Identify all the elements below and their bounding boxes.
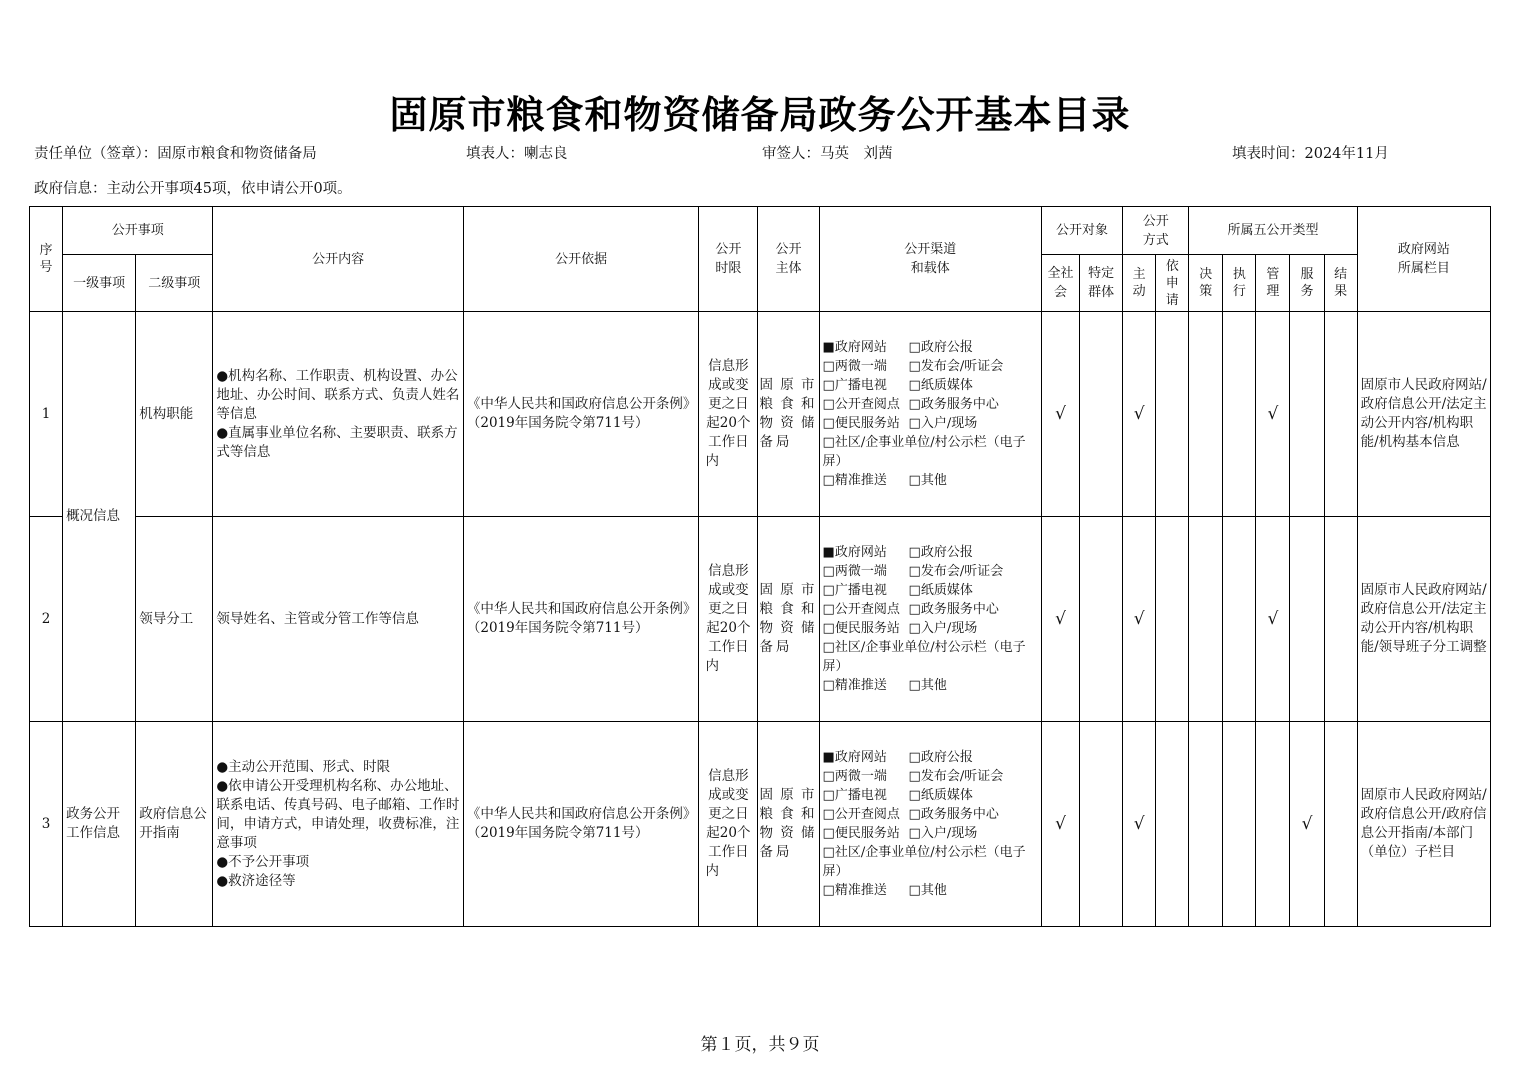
- channel-option: □其他: [908, 678, 947, 693]
- method-active-mark: √: [1123, 517, 1156, 722]
- channel-line: [823, 543, 1038, 562]
- channel-line: [823, 357, 1038, 376]
- type-decision-mark: [1189, 517, 1223, 722]
- channel-option: □公开查阅点: [822, 807, 900, 822]
- channel-option: □精准推送: [822, 473, 887, 488]
- method-request-mark: [1156, 517, 1189, 722]
- public-subject: [758, 722, 819, 927]
- channel-option: ■政府网站: [822, 750, 887, 765]
- public-deadline: [699, 517, 758, 722]
- public-channels: [819, 722, 1041, 927]
- header-subject: 公开主体: [758, 207, 819, 312]
- header-audience-all: 全社会: [1041, 255, 1079, 312]
- header-level2: 二级事项: [136, 255, 213, 312]
- table-row: [30, 312, 1491, 517]
- channel-line: [823, 824, 1038, 843]
- type-decision-mark: [1189, 722, 1223, 927]
- channel-option: □两微一端: [822, 769, 887, 784]
- method-request-mark: [1156, 312, 1189, 517]
- content-line: ●救济途径等: [216, 872, 296, 889]
- content-line: 领导姓名、主管或分管工作等信息: [216, 610, 419, 627]
- deadline-text: 信息形成或变更之日起20个工作日内: [705, 358, 751, 469]
- channel-line: [823, 767, 1038, 786]
- type-result-mark: [1324, 312, 1357, 517]
- header-type-exec: 执行: [1223, 255, 1256, 312]
- content-line: ●依申请公开受理机构名称、办公地址、联系电话、传真号码、电子邮箱、工作时间，申请方式，申请处理，收费标准，注意事项: [216, 777, 460, 851]
- website-column: 固原市人民政府网站/政府信息公开/法定主动公开内容/机构职能/机构基本信息: [1357, 312, 1490, 517]
- table-row: [30, 722, 1491, 927]
- channel-option: □便民服务站: [822, 416, 900, 431]
- channel-option: □发布会/听证会: [908, 359, 1004, 374]
- channel-line: [823, 843, 1038, 881]
- header-audience-group: 特定群体: [1080, 255, 1123, 312]
- audience-all-mark: √: [1041, 517, 1079, 722]
- public-content: [213, 517, 464, 722]
- row-index: 1: [30, 312, 63, 517]
- type-result-mark: [1324, 517, 1357, 722]
- audience-group-mark: [1080, 517, 1123, 722]
- content-line: ●直属事业单位名称、主要职责、联系方式等信息: [216, 424, 458, 460]
- channel-option: □广播电视: [822, 378, 887, 393]
- public-basis: 《中华人民共和国政府信息公开条例》（2019年国务院令第711号）: [463, 722, 698, 927]
- type-decision-mark: [1189, 312, 1223, 517]
- channel-option: □公开查阅点: [822, 602, 900, 617]
- header-method: 公开方式: [1123, 207, 1189, 255]
- public-basis: 《中华人民共和国政府信息公开条例》（2019年国务院令第711号）: [463, 312, 698, 517]
- content-line: ●主动公开范围、形式、时限: [216, 758, 391, 775]
- website-column: 固原市人民政府网站/政府信息公开/政府信息公开指南/本部门（单位）子栏目: [1357, 722, 1490, 927]
- website-column: 固原市人民政府网站/政府信息公开/法定主动公开内容/机构职能/领导班子分工调整: [1357, 517, 1490, 722]
- type-result-mark: [1324, 722, 1357, 927]
- type-exec-mark: [1223, 517, 1256, 722]
- type-service-mark: [1290, 312, 1324, 517]
- method-active-mark: √: [1123, 722, 1156, 927]
- header-method-request: 依申请: [1156, 255, 1189, 312]
- deadline-text: 信息形成或变更之日起20个工作日内: [705, 768, 751, 879]
- channel-line: [823, 395, 1038, 414]
- public-subject: [758, 312, 819, 517]
- channel-option: □纸质媒体: [908, 378, 973, 393]
- channel-option: □两微一端: [822, 359, 887, 374]
- reviewer: 审签人：马英 刘茜: [762, 146, 893, 162]
- channel-line: [823, 581, 1038, 600]
- header-five-types: 所属五公开类型: [1189, 207, 1357, 255]
- header-type-decision: 决策: [1189, 255, 1223, 312]
- header-audience: 公开对象: [1041, 207, 1122, 255]
- channel-option: □政府公报: [908, 340, 973, 355]
- channel-option: □其他: [908, 883, 947, 898]
- channel-option: □公开查阅点: [822, 397, 900, 412]
- level1-item: 概况信息: [63, 312, 136, 722]
- type-manage-mark: √: [1256, 517, 1290, 722]
- channel-option: □政府公报: [908, 545, 973, 560]
- channel-option: □政府公报: [908, 750, 973, 765]
- header-method-active: 主动: [1123, 255, 1156, 312]
- channel-option: □政务服务中心: [908, 807, 999, 822]
- public-content: [213, 722, 464, 927]
- type-service-mark: [1290, 517, 1324, 722]
- type-manage-mark: [1256, 722, 1290, 927]
- channel-line: [823, 376, 1038, 395]
- subject-text: 固原市粮食和物资储备局: [759, 582, 818, 655]
- header-matter: 公开事项: [63, 207, 213, 255]
- page-title: 固原市粮食和物资储备局政务公开基本目录: [389, 93, 1131, 137]
- channel-line: [823, 638, 1038, 676]
- channel-line: [823, 619, 1038, 638]
- public-content: [213, 312, 464, 517]
- table-row: [30, 517, 1491, 722]
- level2-item: 机构职能: [136, 312, 213, 517]
- channel-option: □发布会/听证会: [908, 564, 1004, 579]
- level2-item: 领导分工: [136, 517, 213, 722]
- public-channels: [819, 312, 1041, 517]
- header-website: 政府网站所属栏目: [1357, 207, 1490, 312]
- method-active-mark: √: [1123, 312, 1156, 517]
- channel-option: □纸质媒体: [908, 583, 973, 598]
- channel-option: □社区/企事业单位/村公示栏（电子屏）: [822, 435, 1026, 469]
- channel-option: □入户/现场: [908, 826, 978, 841]
- public-basis: 《中华人民共和国政府信息公开条例》（2019年国务院令第711号）: [463, 517, 698, 722]
- channel-line: [823, 414, 1038, 433]
- row-index: 3: [30, 722, 63, 927]
- channel-line: [823, 433, 1038, 471]
- channel-option: □广播电视: [822, 788, 887, 803]
- channel-option: ■政府网站: [822, 545, 887, 560]
- channel-option: □入户/现场: [908, 416, 978, 431]
- header-deadline: 公开时限: [699, 207, 758, 312]
- channel-option: □纸质媒体: [908, 788, 973, 803]
- fill-date: 填表时间：2024年11月: [1232, 146, 1389, 162]
- type-exec-mark: [1223, 722, 1256, 927]
- catalog-table: [29, 206, 1491, 927]
- type-service-mark: √: [1290, 722, 1324, 927]
- summary-line: 政府信息：主动公开事项45项，依申请公开0项。: [34, 181, 352, 197]
- channel-option: □精准推送: [822, 883, 887, 898]
- content-line: ●机构名称、工作职责、机构设置、办公地址、办公时间、联系方式、负责人姓名等信息: [216, 367, 460, 422]
- row-index: 2: [30, 517, 63, 722]
- channel-line: [823, 881, 1038, 900]
- channel-line: [823, 471, 1038, 490]
- public-deadline: [699, 312, 758, 517]
- channel-option: □发布会/听证会: [908, 769, 1004, 784]
- subject-text: 固原市粮食和物资储备局: [759, 787, 818, 860]
- channel-line: [823, 748, 1038, 767]
- channel-line: [823, 805, 1038, 824]
- level1-item: 政务公开工作信息: [63, 722, 136, 927]
- audience-all-mark: √: [1041, 312, 1079, 517]
- channel-option: □其他: [908, 473, 947, 488]
- page-footer: 第１页，共９页: [700, 1035, 820, 1055]
- channel-option: □便民服务站: [822, 621, 900, 636]
- responsible-unit: 责任单位（签章）：固原市粮食和物资储备局: [34, 146, 317, 162]
- channel-option: □社区/企事业单位/村公示栏（电子屏）: [822, 845, 1026, 879]
- channel-option: □政务服务中心: [908, 602, 999, 617]
- channel-option: □入户/现场: [908, 621, 978, 636]
- channel-option: □广播电视: [822, 583, 887, 598]
- channel-line: [823, 786, 1038, 805]
- subject-text: 固原市粮食和物资储备局: [759, 377, 818, 450]
- public-subject: [758, 517, 819, 722]
- deadline-text: 信息形成或变更之日起20个工作日内: [705, 563, 751, 674]
- header-row-1: [30, 207, 1491, 255]
- header-type-manage: 管理: [1256, 255, 1290, 312]
- channel-line: [823, 676, 1038, 695]
- public-channels: [819, 517, 1041, 722]
- channel-option: □社区/企事业单位/村公示栏（电子屏）: [822, 640, 1026, 674]
- audience-group-mark: [1080, 722, 1123, 927]
- content-line: ●不予公开事项: [216, 853, 310, 870]
- level2-item: 政府信息公开指南: [136, 722, 213, 927]
- channel-option: ■政府网站: [822, 340, 887, 355]
- type-manage-mark: √: [1256, 312, 1290, 517]
- channel-option: □两微一端: [822, 564, 887, 579]
- channel-line: [823, 600, 1038, 619]
- channel-line: [823, 562, 1038, 581]
- header-basis: 公开依据: [463, 207, 698, 312]
- method-request-mark: [1156, 722, 1189, 927]
- header-level1: 一级事项: [63, 255, 136, 312]
- audience-all-mark: √: [1041, 722, 1079, 927]
- header-type-service: 服务: [1290, 255, 1324, 312]
- header-content: 公开内容: [213, 207, 464, 312]
- channel-option: □政务服务中心: [908, 397, 999, 412]
- public-deadline: [699, 722, 758, 927]
- channel-line: [823, 338, 1038, 357]
- header-type-result: 结果: [1324, 255, 1357, 312]
- form-filler: 填表人：喇志良: [466, 146, 568, 162]
- channel-option: □便民服务站: [822, 826, 900, 841]
- audience-group-mark: [1080, 312, 1123, 517]
- header-channel: 公开渠道和载体: [819, 207, 1041, 312]
- channel-option: □精准推送: [822, 678, 887, 693]
- type-exec-mark: [1223, 312, 1256, 517]
- header-index: 序号: [30, 207, 63, 312]
